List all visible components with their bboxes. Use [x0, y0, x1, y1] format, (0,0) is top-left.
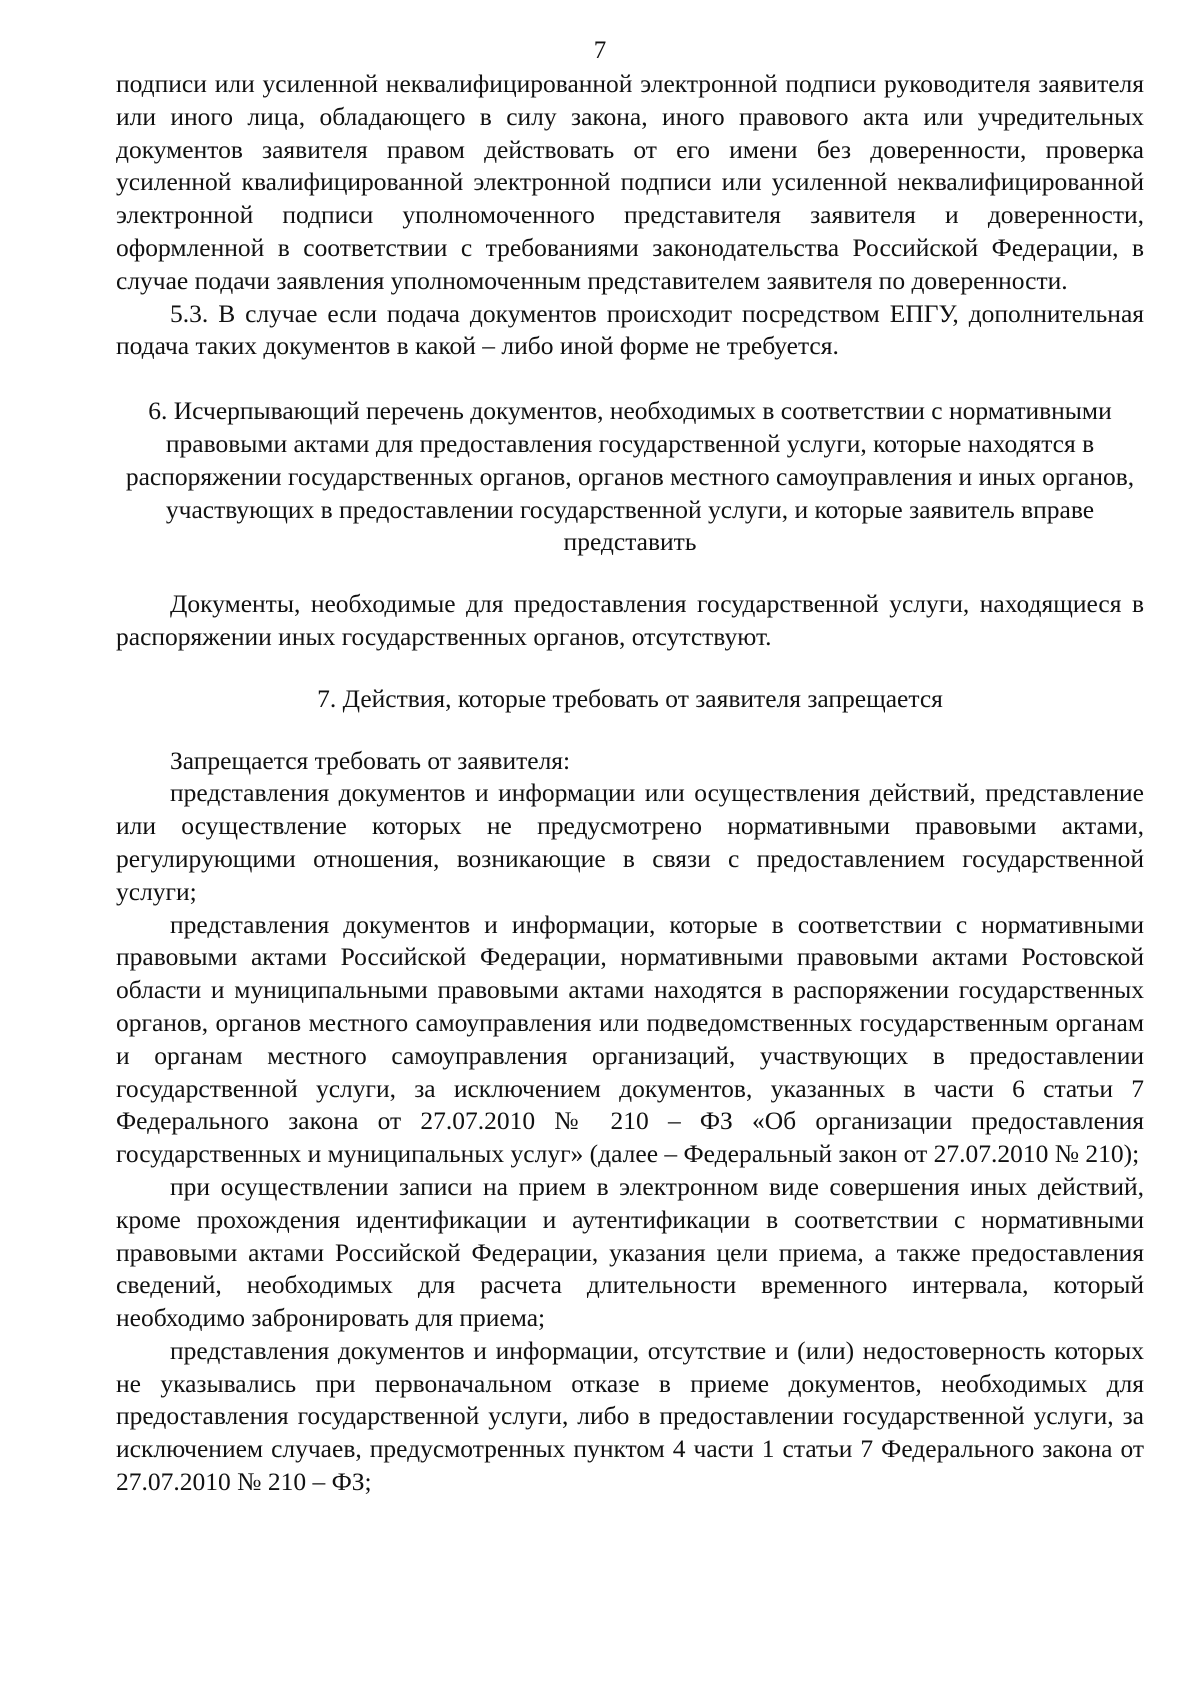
paragraph-5-3: 5.3. В случае если подача документов происходит посредством ЕПГУ, дополнительная подача таких документов в какой – либо иной форме не требуется. — [116, 298, 1144, 361]
section-heading-6: 6. Исчерпывающий перечень документов, необходимых в соответствии с нормативными правовыми актами для предоставления государственной услуги, которые находятся в распоряжении государственных органов, органов местного самоуправления и иных органов, участвующих в предоставлении государственной услуги, и которые заявитель вправе представить — [125, 396, 1135, 557]
section-heading-7: 7. Действия, которые требовать от заявителя запрещается — [317, 683, 943, 713]
list-item-2: представления документов и информации, которые в соответствии с нормативными правовыми актами Российской Федерации, нормативными правовыми актами Ростовской области и муниципальными правовыми актами находятся в распоряжении государственных органов, органов местного самоуправления или подведомственных государственным органам и органам местного самоуправления организаций, участвующих в предоставлении государственной услуги, за исключением документов, указанных в части 6 статьи 7 Федерального закона от 27.07.2010 № 210 – ФЗ «Об организации предоставления государственных и муниципальных услуг» (далее – Федеральный закон от 27.07.2010 № 210); — [116, 909, 1144, 1169]
paragraph-continued: подписи или усиленной неквалифицированной электронной подписи руководителя заявителя или иного лица, обладающего в силу закона, иного правового акта или учредительных документов заявителя правом действовать от его имени без доверенности, проверка усиленной квалифицированной электронной подписи или усиленной неквалифицированной электронной подписи уполномоченного представителя заявителя и доверенности, оформленной в соответствии с требованиями законодательства Российской Федерации, в случае подачи заявления уполномоченным представителем заявителя по доверенности. — [116, 69, 1144, 295]
spacer — [116, 363, 1144, 395]
paragraph-7-intro: Запрещается требовать от заявителя: — [170, 745, 571, 775]
spacer — [116, 654, 1144, 683]
document-body — [116, 68, 1144, 1499]
list-item-4: представления документов и информации, отсутствие и (или) недостоверность которых не указывались при первоначальном отказе в приеме документов, необходимых для предоставления государственной услуги, либо в предоставлении государственной услуги, за исключением случаев, предусмотренных пунктом 4 части 1 статьи 7 Федерального закона от 27.07.2010 № 210 – ФЗ; — [116, 1335, 1144, 1497]
spacer — [116, 716, 1144, 745]
page-number: 7 — [593, 37, 607, 64]
list-item-3: при осуществлении записи на прием в электронном виде совершения иных действий, кроме прохождения идентификации и аутентификации в соответствии с нормативными правовыми актами Российской Федерации, указания цели приема, а также предоставления сведений, необходимых для расчета длительности временного интервала, который необходимо забронировать для приема; — [116, 1171, 1144, 1333]
paragraph-6-text: Документы, необходимые для предоставления государственной услуги, находящиеся в распоряжении иных государственных органов, отсутствуют. — [116, 589, 1144, 651]
list-item-1: представления документов и информации или осуществления действий, представление или осуществление которых не предусмотрено нормативными правовыми актами, регулирующими отношения, возникающие в связи с предоставлением государственной услуги; — [116, 778, 1144, 906]
spacer — [116, 559, 1144, 588]
